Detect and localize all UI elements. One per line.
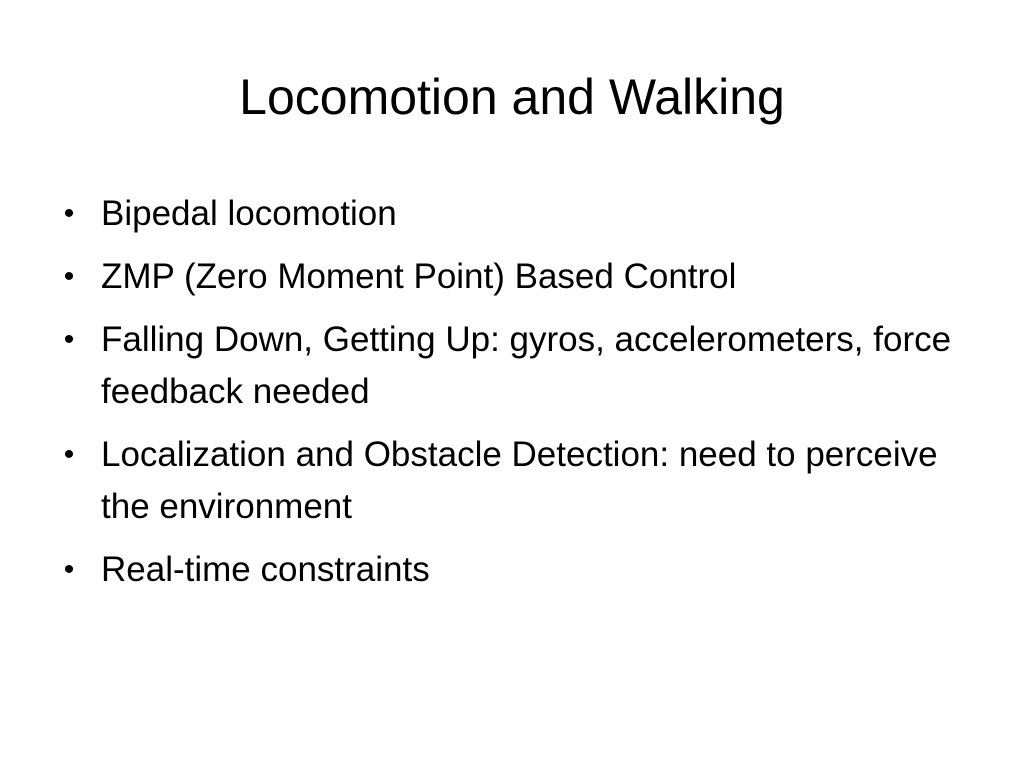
bullet-text: Real-time constraints xyxy=(101,550,430,589)
bullet-text: Bipedal locomotion xyxy=(101,194,397,233)
bullet-text: Localization and Obstacle Detection: need to perceive the environment xyxy=(101,435,938,526)
bullet-dot-icon: • xyxy=(63,197,75,230)
bullet-item xyxy=(57,251,957,303)
bullet-text: Falling Down, Getting Up: gyros, accelerometers, force feedback needed xyxy=(101,320,952,411)
bullet-item xyxy=(57,429,957,533)
bullet-item xyxy=(57,544,957,596)
bullet-dot-icon: • xyxy=(63,438,75,471)
bullet-dot-icon: • xyxy=(63,553,75,586)
bullet-item xyxy=(57,314,957,418)
slide-title: Locomotion and Walking xyxy=(239,69,785,125)
bullet-dot-icon: • xyxy=(63,323,75,356)
bullet-item xyxy=(57,188,957,240)
bullet-text: ZMP (Zero Moment Point) Based Control xyxy=(101,257,737,296)
bullet-list xyxy=(57,188,957,607)
bullet-dot-icon: • xyxy=(63,260,75,293)
